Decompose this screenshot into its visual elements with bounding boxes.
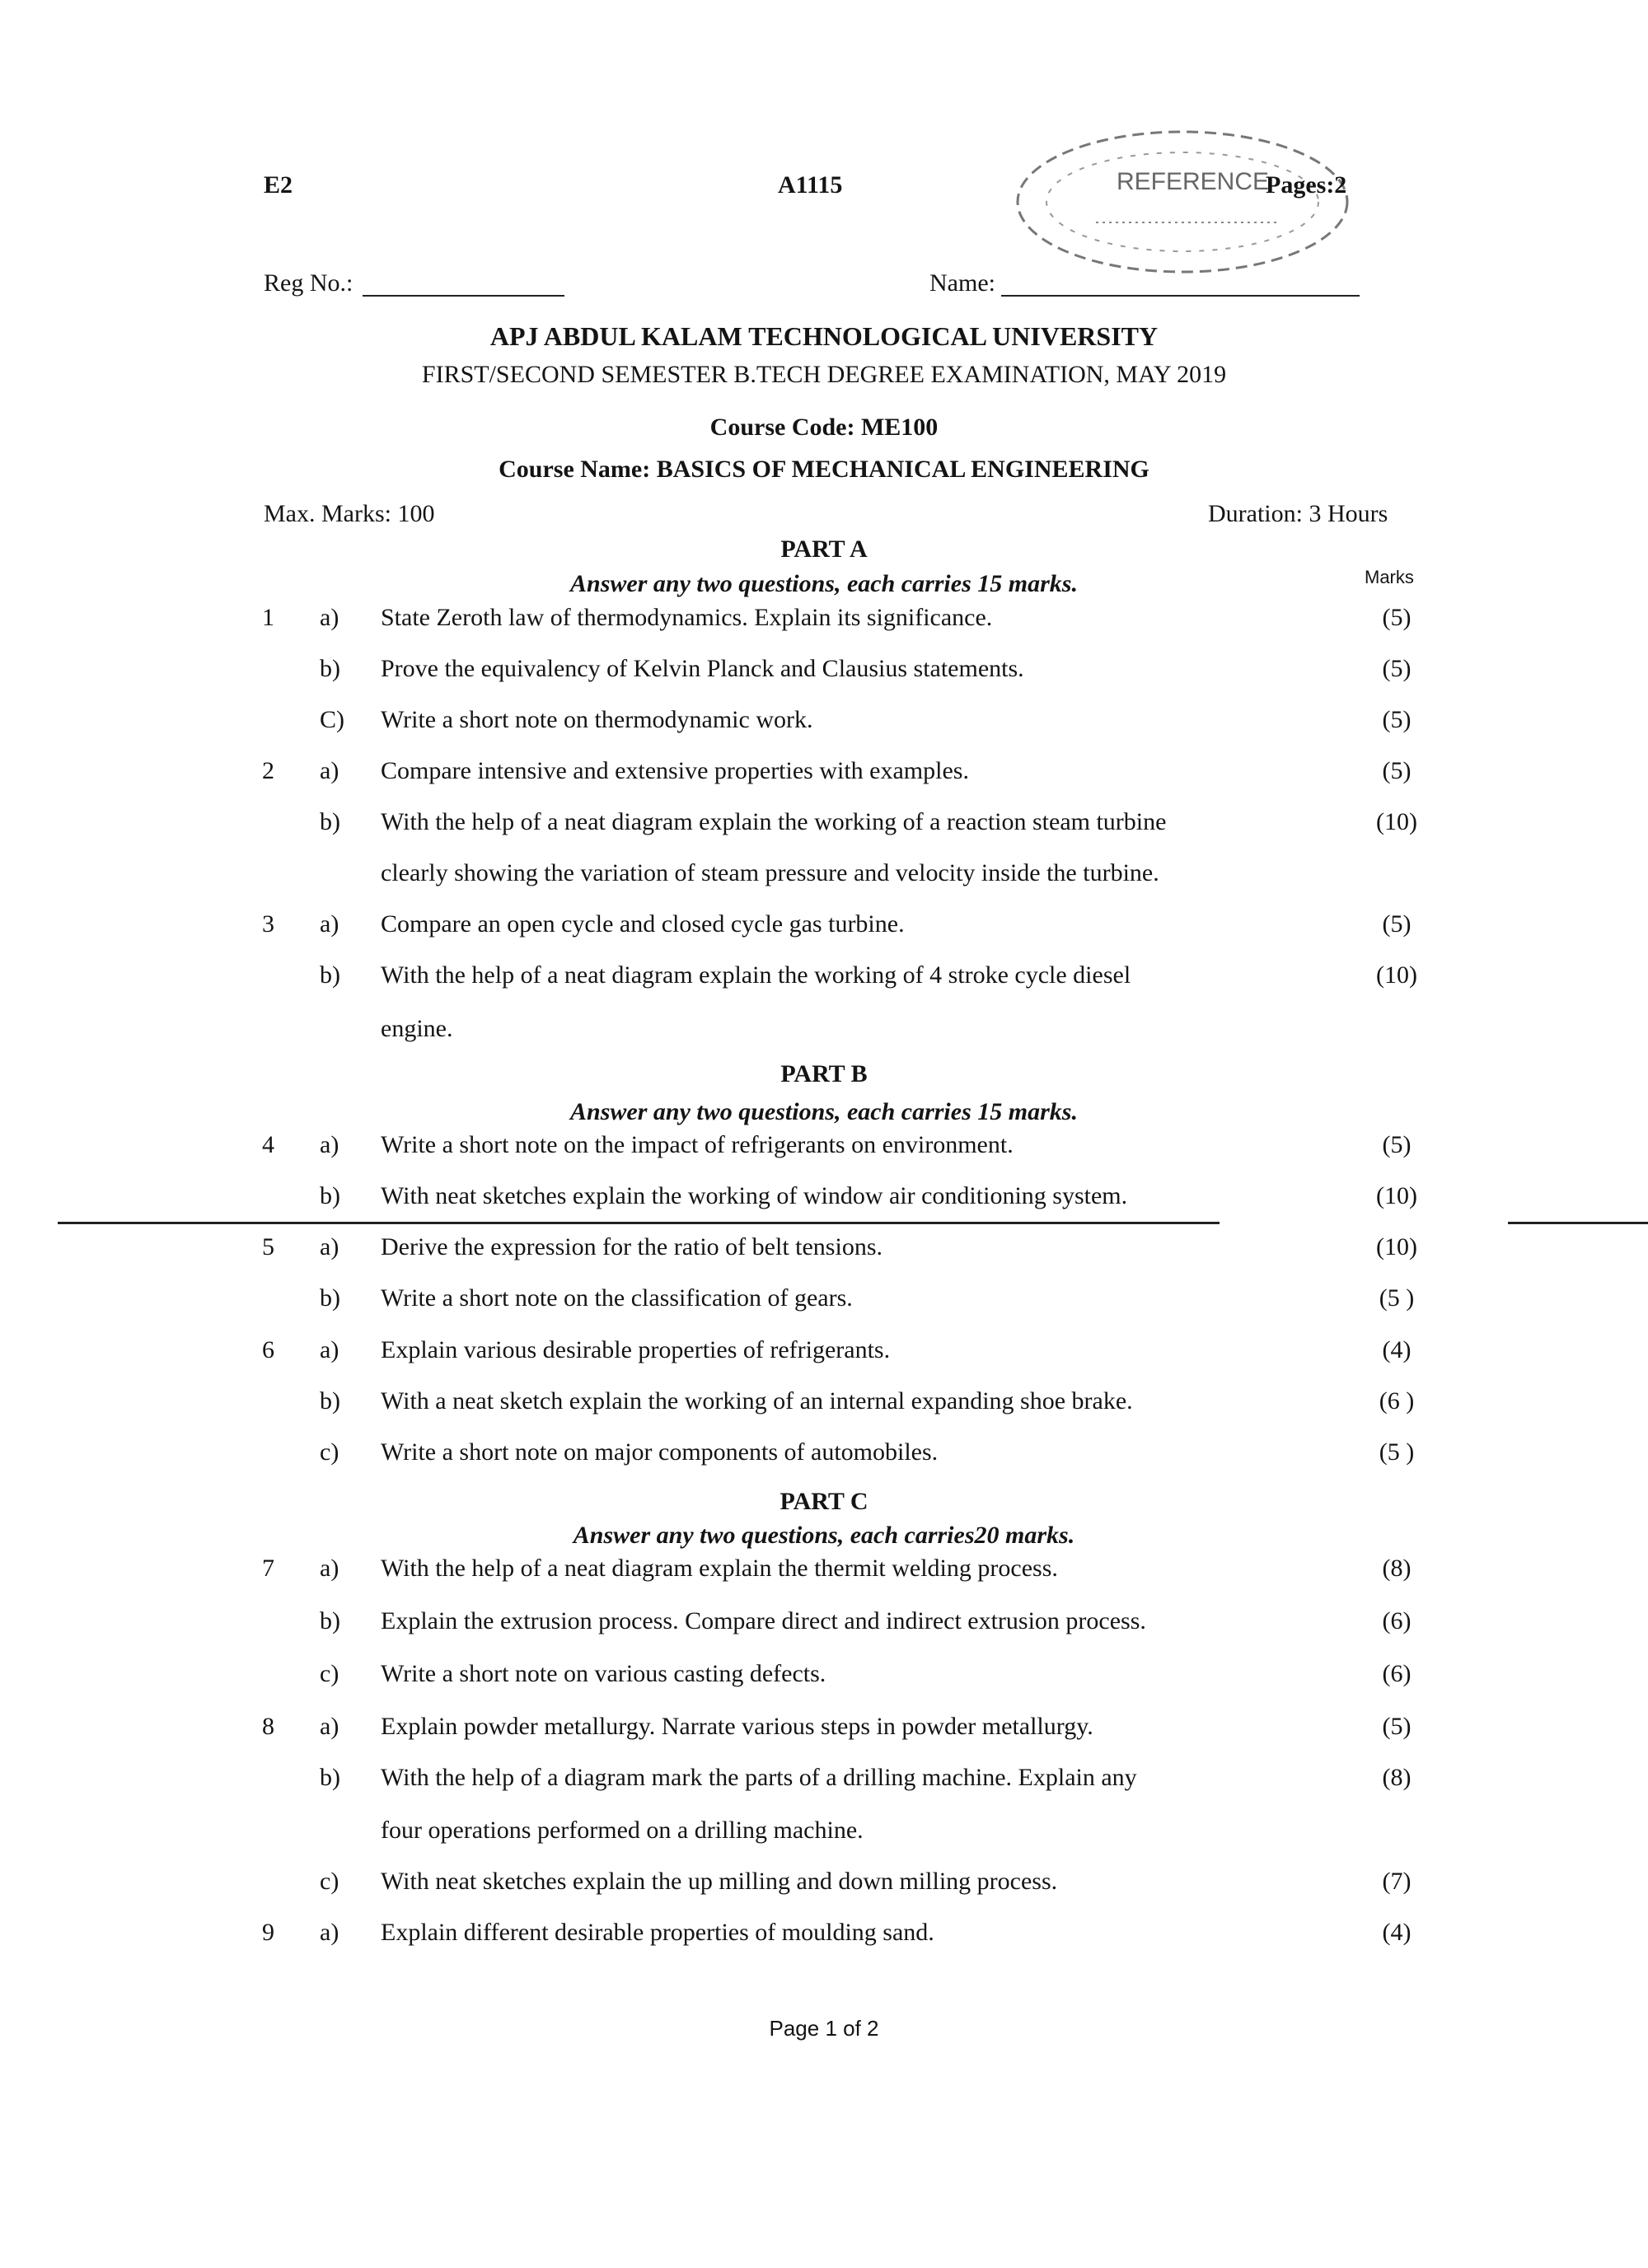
question-text: With the help of a neat diagram explain the working of 4 stroke cycle diesel xyxy=(381,961,1131,989)
question-text-continued: engine. xyxy=(381,1015,453,1042)
question-number: 1 xyxy=(262,604,274,631)
question-text: With neat sketches explain the up milling and down milling process. xyxy=(381,1868,1058,1895)
question-marks: (8) xyxy=(1382,1764,1412,1791)
sub-question-label: a) xyxy=(320,1919,339,1946)
question-marks: (6 ) xyxy=(1379,1387,1415,1415)
sub-question-label: c) xyxy=(320,1438,339,1466)
part-a-instruction: Answer any two questions, each carries 15 marks. xyxy=(570,570,1078,597)
sub-question-label: c) xyxy=(320,1868,339,1895)
course-name: Course Name: BASICS OF MECHANICAL ENGINEERING xyxy=(499,456,1149,483)
sub-question-label: C) xyxy=(320,706,344,733)
question-marks: (5) xyxy=(1382,655,1412,682)
question-text: Write a short note on the classification of gears. xyxy=(381,1284,853,1312)
question-marks: (5) xyxy=(1382,910,1412,938)
question-text: With the help of a diagram mark the parts of a drilling machine. Explain any xyxy=(381,1764,1137,1791)
exam-title: FIRST/SECOND SEMESTER B.TECH DEGREE EXAMINATION, MAY 2019 xyxy=(421,361,1227,388)
sub-question-label: c) xyxy=(320,1660,339,1687)
question-text: State Zeroth law of thermodynamics. Explain its significance. xyxy=(381,604,993,631)
sub-question-label: a) xyxy=(320,1233,339,1260)
sub-question-label: a) xyxy=(320,1555,339,1582)
question-text: Explain the extrusion process. Compare direct and indirect extrusion process. xyxy=(381,1607,1146,1634)
sub-question-label: a) xyxy=(320,1713,339,1740)
question-marks: (5 ) xyxy=(1379,1438,1415,1466)
question-number: 4 xyxy=(262,1131,274,1158)
scan-artifact-line xyxy=(1508,1222,1648,1224)
part-a-title: PART A xyxy=(780,535,868,563)
question-number: 3 xyxy=(262,910,274,938)
question-text: Compare an open cycle and closed cycle gas turbine. xyxy=(381,910,905,938)
question-marks: (4) xyxy=(1382,1919,1412,1946)
max-marks: Max. Marks: 100 xyxy=(264,500,435,527)
sub-question-label: b) xyxy=(320,1607,340,1634)
question-marks: (7) xyxy=(1382,1868,1412,1895)
paper-code: E2 xyxy=(264,171,293,199)
question-number: 6 xyxy=(262,1336,274,1363)
sub-question-label: b) xyxy=(320,655,340,682)
marks-column-header: Marks xyxy=(1365,567,1414,587)
part-b-instruction: Answer any two questions, each carries 15 marks. xyxy=(570,1098,1078,1125)
stamp-label: REFERENCE xyxy=(1117,168,1270,195)
question-marks: (5) xyxy=(1382,1131,1412,1158)
sub-question-label: a) xyxy=(320,1336,339,1363)
question-number: 8 xyxy=(262,1713,274,1740)
part-c-instruction: Answer any two questions, each carries20 marks. xyxy=(573,1522,1075,1549)
question-text: Explain different desirable properties of moulding sand. xyxy=(381,1919,934,1946)
university-name: APJ ABDUL KALAM TECHNOLOGICAL UNIVERSITY xyxy=(489,321,1159,351)
name-line xyxy=(1001,295,1360,297)
sub-question-label: b) xyxy=(320,1284,340,1312)
question-text: With neat sketches explain the working of window air conditioning system. xyxy=(381,1182,1128,1209)
question-text: Explain various desirable properties of refrigerants. xyxy=(381,1336,891,1363)
question-marks: (5 ) xyxy=(1379,1284,1415,1312)
scan-artifact-line xyxy=(58,1222,1220,1224)
question-marks: (10) xyxy=(1376,961,1417,989)
question-marks: (5) xyxy=(1382,706,1412,733)
part-b-title: PART B xyxy=(780,1060,868,1087)
reg-no-line xyxy=(363,295,564,297)
question-text-continued: four operations performed on a drilling machine. xyxy=(381,1817,864,1844)
question-text: Write a short note on various casting defects. xyxy=(381,1660,826,1687)
sub-question-label: b) xyxy=(320,1387,340,1415)
question-marks: (5) xyxy=(1382,1713,1412,1740)
question-marks: (5) xyxy=(1382,604,1412,631)
course-code: Course Code: ME100 xyxy=(709,414,939,441)
question-text: With a neat sketch explain the working of an internal expanding shoe brake. xyxy=(381,1387,1133,1415)
sub-question-label: a) xyxy=(320,910,339,938)
question-marks: (10) xyxy=(1376,808,1417,835)
sub-question-label: b) xyxy=(320,808,340,835)
question-marks: (6) xyxy=(1382,1660,1412,1687)
sub-question-label: a) xyxy=(320,1131,339,1158)
question-number: 7 xyxy=(262,1555,274,1582)
sub-question-label: b) xyxy=(320,961,340,989)
question-marks: (8) xyxy=(1382,1555,1412,1582)
part-c-title: PART C xyxy=(780,1488,868,1515)
question-text: Compare intensive and extensive properties with examples. xyxy=(381,757,969,784)
sub-question-label: b) xyxy=(320,1182,340,1209)
question-number: 5 xyxy=(262,1233,274,1260)
question-text: With the help of a neat diagram explain the thermit welding process. xyxy=(381,1555,1058,1582)
question-number: 2 xyxy=(262,757,274,784)
question-marks: (5) xyxy=(1382,757,1412,784)
question-marks: (6) xyxy=(1382,1607,1412,1634)
question-text: Derive the expression for the ratio of belt tensions. xyxy=(381,1233,883,1260)
question-text: With the help of a neat diagram explain the working of a reaction steam turbine xyxy=(381,808,1167,835)
question-number: 9 xyxy=(262,1919,274,1946)
duration: Duration: 3 Hours xyxy=(1208,500,1388,527)
question-text: Write a short note on thermodynamic work. xyxy=(381,706,813,733)
question-text: Prove the equivalency of Kelvin Planck and Clausius statements. xyxy=(381,655,1024,682)
reg-no-label: Reg No.: xyxy=(264,269,353,297)
sub-question-label: a) xyxy=(320,757,339,784)
page-footer: Page 1 of 2 xyxy=(769,2016,879,2041)
question-text: Write a short note on the impact of refrigerants on environment. xyxy=(381,1131,1014,1158)
name-label: Name: xyxy=(929,269,995,297)
question-text: Write a short note on major components of automobiles. xyxy=(381,1438,939,1466)
sub-question-label: b) xyxy=(320,1764,340,1791)
library-stamp xyxy=(1005,119,1360,284)
question-paper-id: A1115 xyxy=(778,171,843,199)
page-count: Pages:2 xyxy=(1266,171,1347,199)
question-marks: (10) xyxy=(1376,1233,1417,1260)
question-marks: (4) xyxy=(1382,1336,1412,1363)
question-text: Explain powder metallurgy. Narrate various steps in powder metallurgy. xyxy=(381,1713,1093,1740)
question-marks: (10) xyxy=(1376,1182,1417,1209)
sub-question-label: a) xyxy=(320,604,339,631)
question-text-continued: clearly showing the variation of steam pressure and velocity inside the turbine. xyxy=(381,859,1159,886)
